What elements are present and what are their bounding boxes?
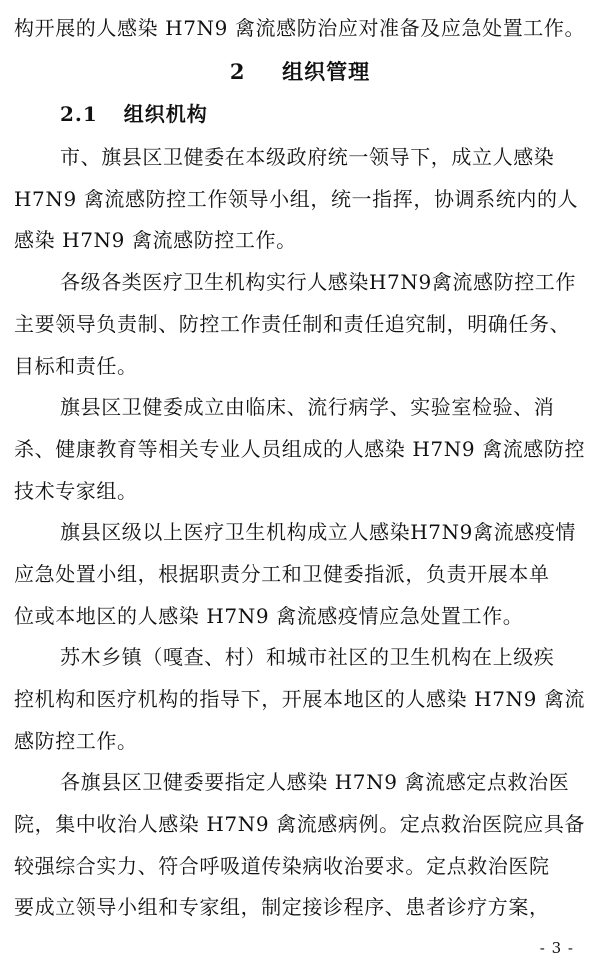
- paragraph-1-line-1: 市、旗县区卫健委在本级政府统一领导下，成立人感染: [60, 145, 555, 169]
- page-number: - 3 -: [539, 939, 574, 957]
- paragraph-5-line-2: 控机构和医疗机构的指导下，开展本地区的人感染 H7N9 禽流: [14, 687, 586, 711]
- section-title: 组织管理: [282, 59, 371, 84]
- paragraph-6-line-3: 较强综合实力、符合呼吸道传染病收治要求。定点救治医院: [14, 854, 550, 878]
- paragraph-1-line-2: H7N9 禽流感防控工作领导小组，统一指挥，协调系统内的人: [14, 187, 579, 211]
- paragraph-6-line-1: 各旗县区卫健委要指定人感染 H7N9 禽流感定点救治医: [60, 770, 570, 794]
- paragraph-3-line-2: 杀、健康教育等相关专业人员组成的人感染 H7N9 禽流感防控: [14, 437, 586, 461]
- paragraph-1-line-3: 感染 H7N9 禽流感防控工作。: [14, 228, 297, 252]
- paragraph-6-line-2: 院，集中收治人感染 H7N9 禽流感病例。定点救治医院应具备: [14, 812, 586, 836]
- paragraph-3-line-3: 技术专家组。: [14, 479, 138, 503]
- paragraph-5-line-3: 感防控工作。: [14, 729, 138, 753]
- subsection-title: 组织机构: [123, 102, 208, 126]
- paragraph-2-line-2: 主要领导负责制、防控工作责任制和责任追究制，明确任务、: [14, 312, 571, 336]
- paragraph-6-line-4: 要成立领导小组和专家组，制定接诊程序、患者诊疗方案，: [14, 895, 550, 919]
- paragraph-4-line-2: 应急处置小组，根据职责分工和卫健委指派，负责开展本单: [14, 562, 550, 586]
- subsection-heading: [60, 100, 208, 128]
- section-heading: [0, 57, 600, 87]
- section-number: 2: [229, 59, 246, 84]
- paragraph-3-line-1: 旗县区卫健委成立由临床、流行病学、实验室检验、消: [60, 395, 555, 419]
- paragraph-4-line-1: 旗县区级以上医疗卫生机构成立人感染H7N9禽流感疫情: [60, 520, 576, 544]
- paragraph-5-line-1: 苏木乡镇（嘎查、村）和城市社区的卫生机构在上级疾: [60, 645, 555, 669]
- paragraph-2-line-1: 各级各类医疗卫生机构实行人感染H7N9禽流感防控工作: [60, 270, 576, 294]
- paragraph-2-line-3: 目标和责任。: [14, 354, 138, 378]
- subsection-number: 2.1: [60, 102, 98, 126]
- paragraph-4-line-3: 位或本地区的人感染 H7N9 禽流感疫情应急处置工作。: [14, 604, 524, 628]
- intro-line: 构开展的人感染 H7N9 禽流感防治应对准备及应急处置工作。: [14, 16, 586, 40]
